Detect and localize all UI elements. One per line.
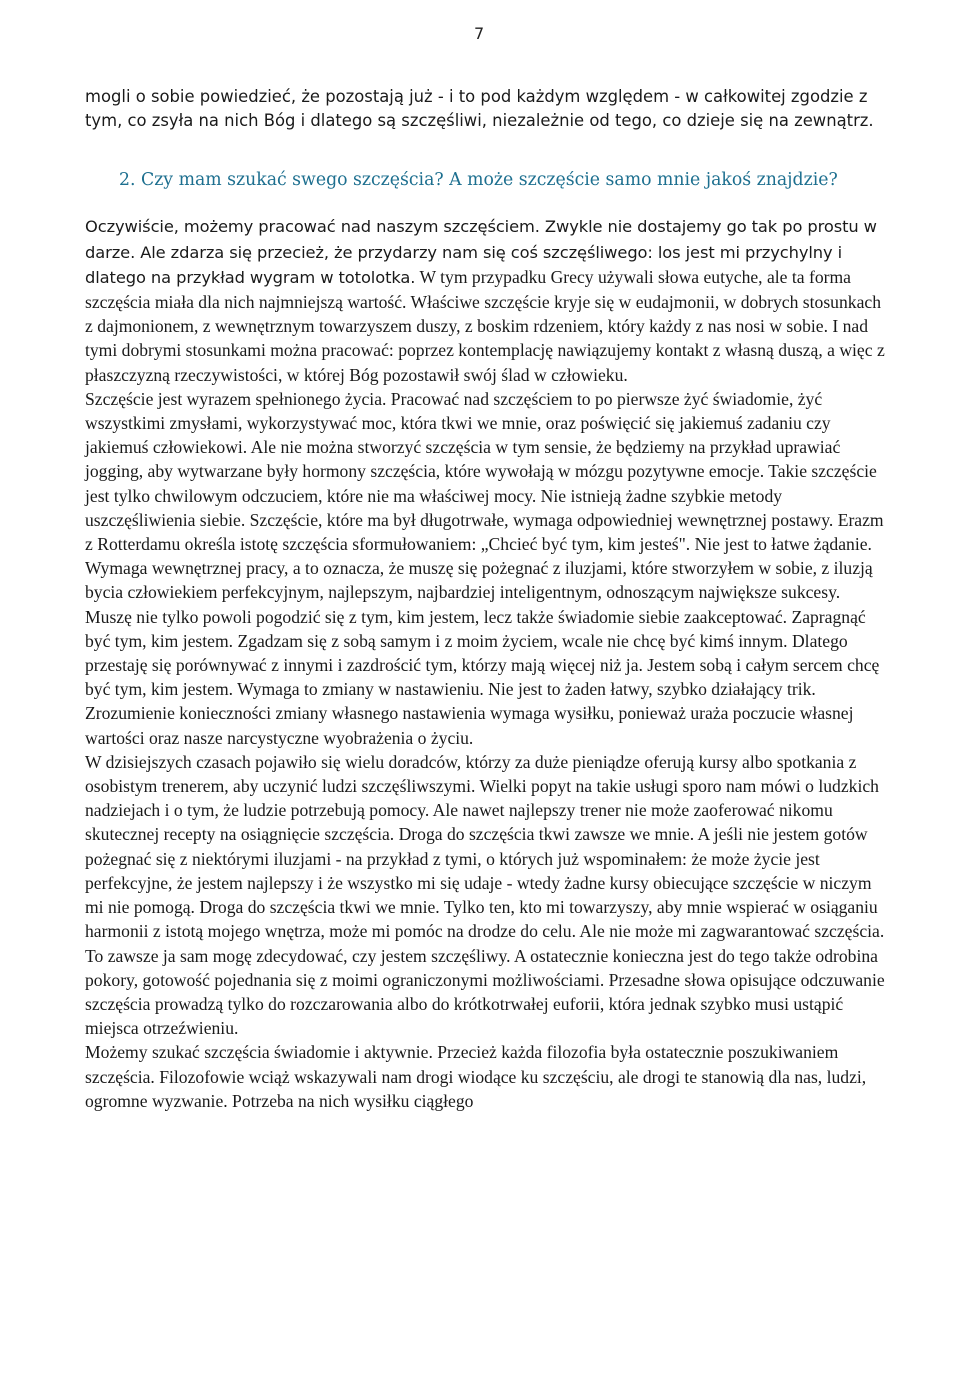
paragraph-1-serif-part: W tym przypadku Grecy używali słowa eutyche, ale ta forma szczęścia miała dla nich najmniejszą wartość. Właściwe szczęście kryje się w eudajmonii, w dobrych stosunkach z dajmonionem, z wewnętrznym towarzyszem duszy, z boskim rdzeniem, który każdy z nas nosi w sobie. I nad tymi dobrymi stosunkami można pracować: poprzez kontemplację nawiązujemy kontakt z własną duszą, a więc z płaszczyzną rzeczywistości, w której Bóg pozostawił swój ślad w człowieku. [85, 266, 885, 385]
page-number: 7 [474, 24, 485, 43]
paragraph-4: Możemy szukać szczęścia świadomie i aktywnie. Przecież każda filozofia była ostatecznie poszukiwaniem szczęścia. Filozofowie wciąż wskazywali nam drogi wiodące ku szczęściu, ale drogi te stanowią dla nas, ludzi, ogromne wyzwanie. Potrzeba na nich wysiłku ciągłego [85, 1042, 867, 1111]
section-heading: 2. Czy mam szukać swego szczęścia? A może szczęście samo mnie jakoś znajdzie? [119, 170, 838, 191]
paragraph-3: W dzisiejszych czasach pojawiło się wielu doradców, którzy za duże pieniądze oferują kursy albo spotkania z osobistym trenerem, aby uczynić ludzi szczęśliwszymi. Wielki popyt na takie usługi sporo nam mówi o ludzkich nadziejach i o tym, że ludzie potrzebują pomocy. Ale nawet najlepszy trener nie może zaoferować nikomu skutecznej recepty na osiągnięcie szczęścia. Droga do szczęścia tkwi zawsze we mnie. A jeśli nie jestem gotów pożegnać się z niektórymi iluzjami - na przykład z tymi, o których już wspominałem: że może życie jest perfekcyjne, że jestem najlepszy i że wszystko mi się udaje - wtedy żadne kursy obiecujące szczęście w niczym mi nie pomogą. Droga do szczęścia tkwi we mnie. Tylko ten, kto mi towarzyszy, aby mnie wspierać w osiąganiu harmonii z istotą mojego wnętrza, może mi pomóc na drodze do celu. Ale nie może mi zagwarantować szczęścia. To zawsze ja sam mogę zdecydować, czy jestem szczęśliwy. A ostatecznie konieczna jest do tego także odrobina pokory, gotowość pojednania się z moimi ograniczonymi możliwościami. Przesadne słowa opisujące odczuwanie szczęścia prowadzą tylko do rozczarowania albo do krótkotrwałej euforii, która jednak szybko musi ustąpić miejsca otrzeźwieniu. [85, 751, 885, 1039]
section-body [85, 214, 885, 1113]
paragraph-2: Szczęście jest wyrazem spełnionego życia. Pracować nad szczęściem to po pierwsze żyć świadomie, żyć wszystkimi zmysłami, wykorzystywać moc, która tkwi we mnie, oraz poświęcić się jakiemuś zadaniu czy jakiemuś człowiekowi. Ale nie można stworzyć szczęścia w tym sensie, że będziemy na przykład uprawiać jogging, aby wytwarzane były hormony szczęścia, które wywołają w mózgu pozytywne emocje. Takie szczęście jest tylko chwilowym odczuciem, które nie ma właściwej mocy. Nie istnieją żadne szybkie metody uszczęśliwienia siebie. Szczęście, które ma był długotrwałe, wymaga odpowiedniej wewnętrznej postawy. Erazm z Rotterdamu określa istotę szczęścia sformułowaniem: „Chcieć być tym, kim jesteś". Nie jest to łatwe żądanie. Wymaga wewnętrznej pracy, a to oznacza, że muszę się pożegnać z iluzjami, które stworzyłem w sobie, z iluzją bycia człowiekiem perfekcyjnym, najlepszym, najbardziej inteligentnym, odnoszącym największe sukcesy. Muszę nie tylko powoli pogodzić się z tym, kim jestem, lecz także świadomie siebie zaakceptować. Zapragnąć być tym, kim jestem. Zgadzam się z sobą samym i z moim życiem, wcale nie chcę być kimś innym. Dlatego przestaję się porównywać z innymi i zazdrościć tym, którzy mają więcej niż ja. Jestem sobą i całym sercem chcę być tym, kim jestem. Wymaga to zmiany w nastawieniu. Nie jest to żaden łatwy, szybko działający trik. Zrozumienie konieczności zmiany własnego nastawienia wymaga wysiłku, ponieważ uraża poczucie własnej wartości oraz nasze narcystyczne wyobrażenia o życiu. [85, 388, 884, 748]
paragraph-1 [85, 214, 885, 386]
page-content [85, 85, 885, 1113]
paragraph-1-sans-part: Oczywiście, możemy pracować nad naszym szczęściem. Zwykle nie dostajemy go tak po prostu w darze. Ale zdarza się przecież, że przydarzy nam się coś szczęśliwego: los jest mi przychylny i dlatego na przykład wygram w totolotka. [85, 217, 877, 287]
intro-paragraph: mogli o sobie powiedzieć, że pozostają już - i to pod każdym względem - w całkowitej zgodzie z tym, co zsyła na nich Bóg i dlatego są szczęśliwi, niezależnie od tego, co dzieje się na zewnątrz. [85, 87, 874, 131]
